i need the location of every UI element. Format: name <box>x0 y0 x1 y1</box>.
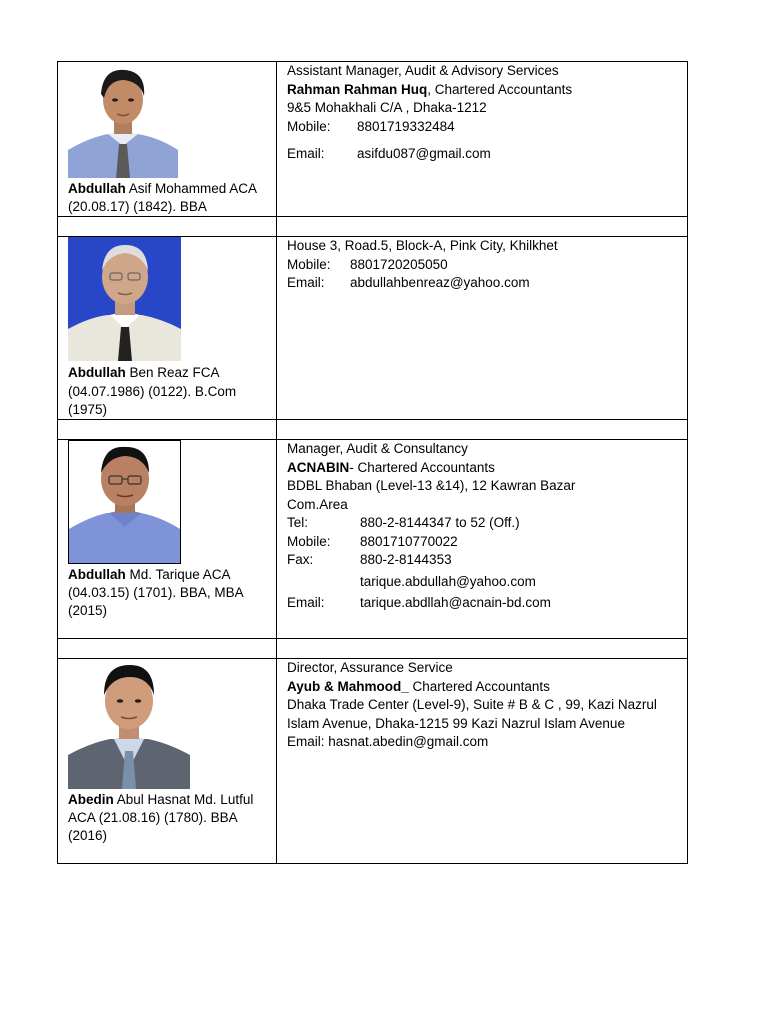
member-name: Abdullah Md. Tarique ACA (04.03.15) (1701). BBA, MBA (2015) <box>68 567 243 619</box>
mobile-number: 8801720205050 <box>350 256 448 272</box>
fax-line: Fax: 880-2-8144353 <box>287 552 452 568</box>
email-address-alt[interactable]: tarique.abdullah@yahoo.com <box>360 573 536 589</box>
member-info-cell <box>277 237 688 420</box>
job-position: Manager, Audit & Consultancy <box>287 441 468 457</box>
firm-name: Rahman Rahman Huq, Chartered Accountants <box>287 81 573 97</box>
member-info-cell <box>277 62 688 217</box>
person-photo-icon <box>68 62 178 178</box>
fax-number: 880-2-8144353 <box>360 552 452 568</box>
email-line: Email: tarique.abdllah@acnain-bd.com <box>287 595 551 611</box>
email-line: Email: asifdu087@gmail.com <box>287 146 491 161</box>
mobile-line: Mobile: 8801710770022 <box>287 533 458 549</box>
email-address[interactable]: tarique.abdllah@acnain-bd.com <box>360 595 551 611</box>
email-line: Email: abdullahbenreaz@yahoo.com <box>287 275 530 291</box>
member-name: Abdullah Ben Reaz FCA (04.07.1986) (0122). B.Com (1975) <box>68 365 237 417</box>
person-photo-icon <box>68 659 190 789</box>
spacer-row <box>58 420 688 440</box>
job-position: Assistant Manager, Audit & Advisory Services <box>287 63 559 78</box>
firm-name: ACNABIN- Chartered Accountants <box>287 459 495 475</box>
spacer-row <box>58 217 688 237</box>
person-photo-icon <box>69 441 180 563</box>
member-info-cell <box>277 659 688 864</box>
office-address: BDBL Bhaban (Level-13 &14), 12 Kawran Bazar Com.Area <box>287 478 576 512</box>
person-photo-icon <box>68 237 181 361</box>
office-address: Dhaka Trade Center (Level-9), Suite # B & C , 99, Kazi Nazrul Islam Avenue, Dhaka-1215 99 Kazi Nazrul Islam Avenue <box>287 697 657 731</box>
person-photo-icon <box>68 62 178 178</box>
member-row <box>58 659 688 864</box>
member-name: Abdullah Asif Mohammed ACA (20.08.17) (1842). BBA <box>68 181 257 215</box>
job-position: Director, Assurance Service <box>287 660 453 676</box>
tel-number: 880-2-8144347 to 52 (Off.) <box>360 515 520 531</box>
tel-line: Tel: 880-2-8144347 to 52 (Off.) <box>287 515 520 531</box>
member-directory-table <box>57 61 688 864</box>
email-address[interactable]: abdullahbenreaz@yahoo.com <box>350 275 530 291</box>
mobile-line: Mobile: 8801719332484 <box>287 118 455 134</box>
mobile-number: 8801719332484 <box>357 118 455 134</box>
mobile-line: Mobile: 8801720205050 <box>287 256 448 272</box>
person-photo-icon <box>68 237 181 361</box>
member-photo-cell <box>58 237 277 420</box>
email-address[interactable]: asifdu087@gmail.com <box>357 146 491 161</box>
member-name: Abedin Abul Hasnat Md. Lutful ACA (21.08.16) (1780). BBA (2016) <box>68 792 254 844</box>
office-address: House 3, Road.5, Block-A, Pink City, Khilkhet <box>287 238 558 254</box>
member-photo-cell <box>58 440 277 639</box>
office-address: 9&5 Mohakhali C/A , Dhaka-1212 <box>287 100 487 115</box>
firm-name: Ayub & Mahmood_ Chartered Accountants <box>287 678 550 694</box>
member-photo-cell <box>58 62 277 217</box>
person-photo-icon <box>68 440 181 564</box>
member-row <box>58 440 688 639</box>
email-line[interactable]: Email: hasnat.abedin@gmail.com <box>287 734 489 750</box>
mobile-number: 8801710770022 <box>360 533 458 549</box>
person-photo-icon <box>68 659 190 789</box>
spacer-row <box>58 639 688 659</box>
member-row <box>58 237 688 420</box>
email-extra-line <box>287 573 687 592</box>
member-row <box>58 62 688 217</box>
member-info-cell <box>277 440 688 639</box>
member-photo-cell <box>58 659 277 864</box>
